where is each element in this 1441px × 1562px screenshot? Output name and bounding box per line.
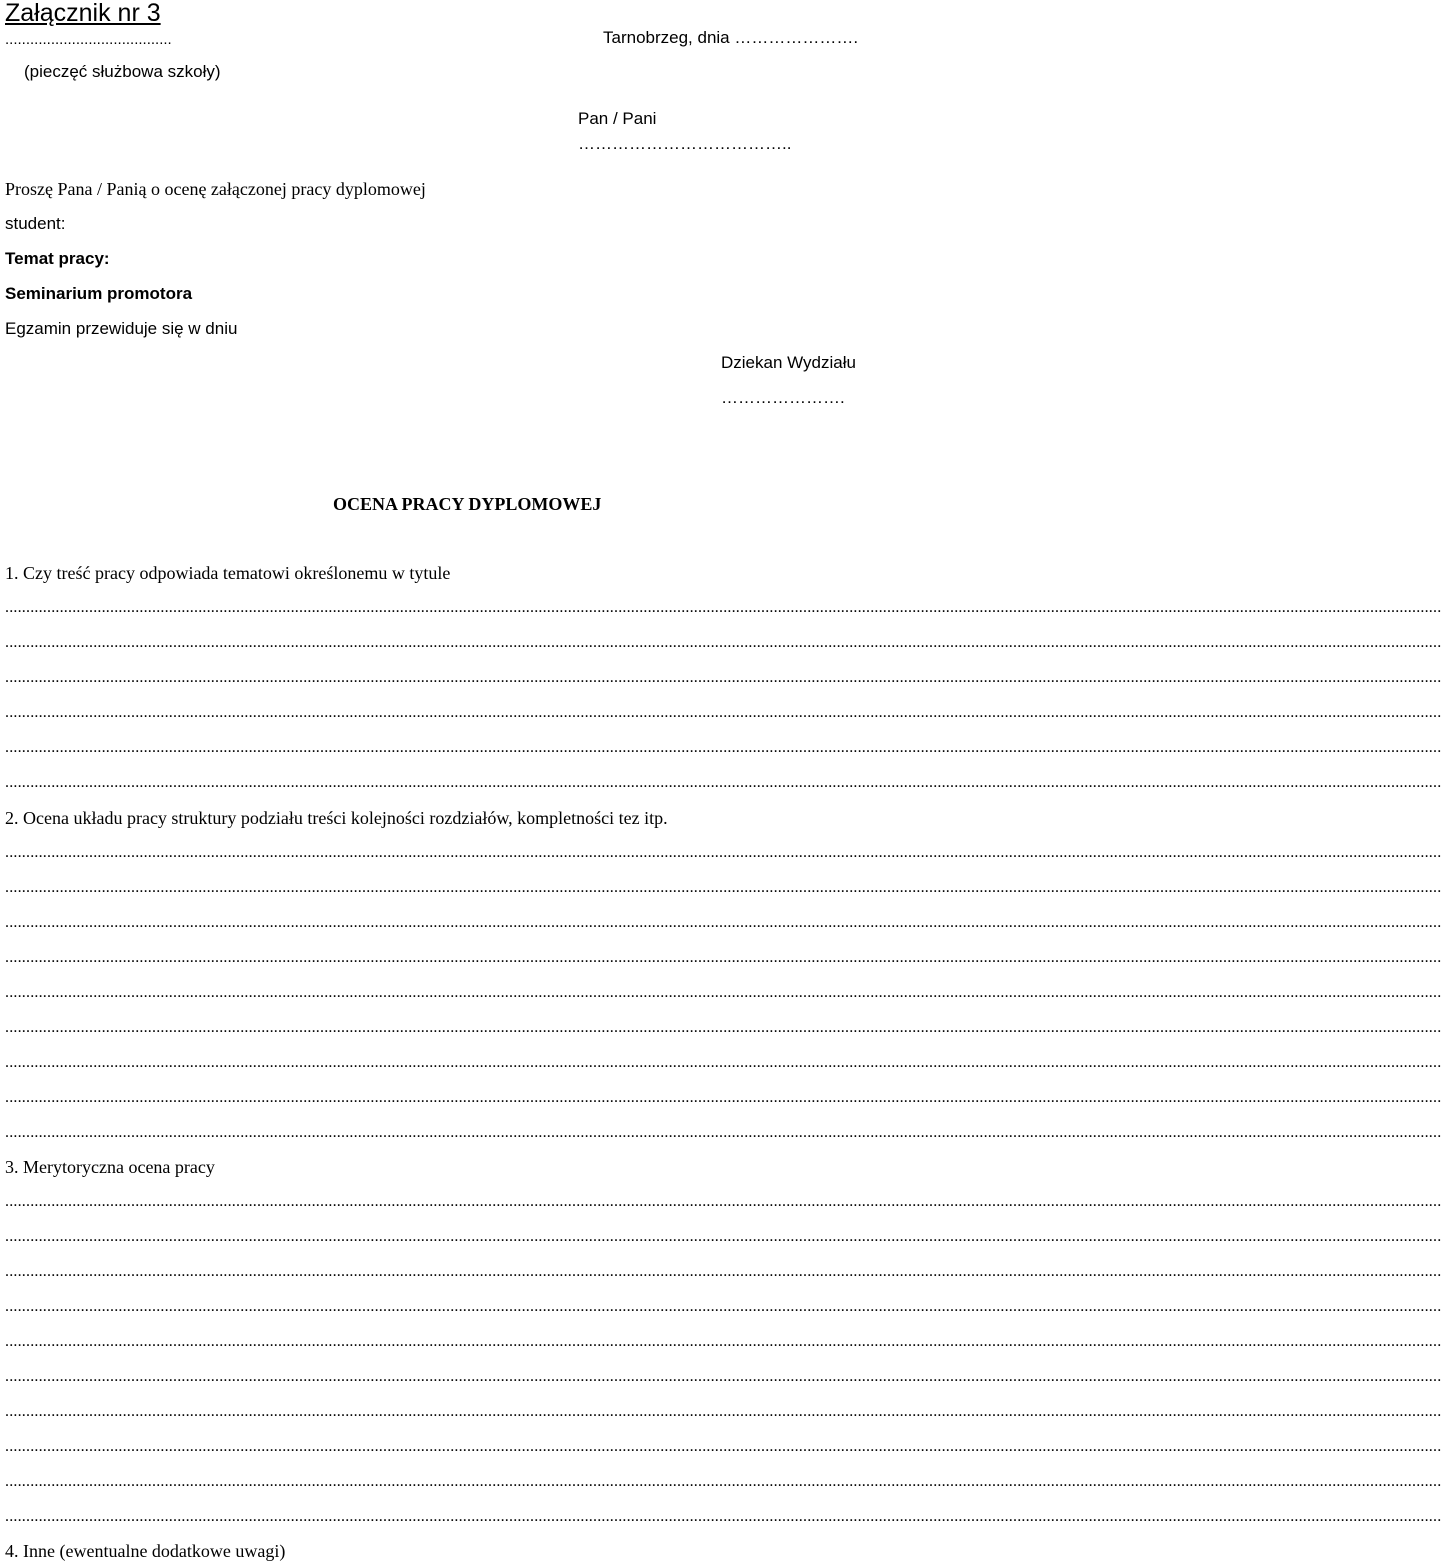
fill-line: ...................................................................................................................................................................................................................................................................................................................................................... bbox=[5, 844, 1441, 861]
fill-line: ...................................................................................................................................................................................................................................................................................................................................................... bbox=[5, 1333, 1441, 1350]
fill-line: ...................................................................................................................................................................................................................................................................................................................................................... bbox=[5, 1054, 1441, 1071]
fill-line: ...................................................................................................................................................................................................................................................................................................................................................... bbox=[5, 774, 1441, 791]
fill-line: ...................................................................................................................................................................................................................................................................................................................................................... bbox=[5, 1508, 1441, 1525]
fill-line: ...................................................................................................................................................................................................................................................................................................................................................... bbox=[5, 1368, 1441, 1385]
fill-line: ...................................................................................................................................................................................................................................................................................................................................................... bbox=[5, 739, 1441, 756]
fill-line: ...................................................................................................................................................................................................................................................................................................................................................... bbox=[5, 1124, 1441, 1141]
recipient-label: Pan / Pani bbox=[578, 109, 657, 128]
fill-line: ...................................................................................................................................................................................................................................................................................................................................................... bbox=[5, 949, 1441, 966]
dean-dots: …………………. bbox=[721, 388, 845, 407]
annex-title: Załącznik nr 3 bbox=[5, 0, 161, 27]
fill-line: ...................................................................................................................................................................................................................................................................................................................................................... bbox=[5, 1438, 1441, 1455]
fill-line: ...................................................................................................................................................................................................................................................................................................................................................... bbox=[5, 1473, 1441, 1490]
place-date: Tarnobrzeg, dnia …………………. bbox=[603, 28, 859, 47]
recipient-dots: ……………………………….. bbox=[578, 134, 792, 153]
fill-line: ...................................................................................................................................................................................................................................................................................................................................................... bbox=[5, 1019, 1441, 1036]
request-line: Proszę Pana / Panią o ocenę załączonej pracy dyplomowej bbox=[5, 179, 426, 199]
question-1: 1. Czy treść pracy odpowiada tematowi określonemu w tytule bbox=[5, 563, 451, 583]
question-4: 4. Inne (ewentualne dodatkowe uwagi) bbox=[5, 1541, 286, 1561]
fill-line: ...................................................................................................................................................................................................................................................................................................................................................... bbox=[5, 1403, 1441, 1420]
fill-line: ...................................................................................................................................................................................................................................................................................................................................................... bbox=[5, 1228, 1441, 1245]
fill-line: ...................................................................................................................................................................................................................................................................................................................................................... bbox=[5, 914, 1441, 931]
question-3: 3. Merytoryczna ocena pracy bbox=[5, 1157, 215, 1177]
fill-line: ...................................................................................................................................................................................................................................................................................................................................................... bbox=[5, 669, 1441, 686]
form-heading: OCENA PRACY DYPLOMOWEJ bbox=[333, 494, 602, 514]
fill-line: ...................................................................................................................................................................................................................................................................................................................................................... bbox=[5, 704, 1441, 721]
fill-line: ...................................................................................................................................................................................................................................................................................................................................................... bbox=[5, 1298, 1441, 1315]
topic-label: Temat pracy: bbox=[5, 249, 110, 268]
exam-date-label: Egzamin przewiduje się w dniu bbox=[5, 319, 238, 338]
student-label: student: bbox=[5, 214, 66, 233]
seminar-label: Seminarium promotora bbox=[5, 284, 193, 303]
fill-line: ...................................................................................................................................................................................................................................................................................................................................................... bbox=[5, 1089, 1441, 1106]
fill-line: ...................................................................................................................................................................................................................................................................................................................................................... bbox=[5, 1263, 1441, 1280]
stamp-label: (pieczęć służbowa szkoły) bbox=[24, 62, 221, 81]
fill-line: ...................................................................................................................................................................................................................................................................................................................................................... bbox=[5, 1193, 1441, 1210]
question-2: 2. Ocena układu pracy struktury podziału treści kolejności rozdziałów, kompletności tez itp. bbox=[5, 808, 668, 828]
stamp-dots: ........................................ bbox=[5, 31, 172, 48]
fill-line: ...................................................................................................................................................................................................................................................................................................................................................... bbox=[5, 599, 1441, 616]
fill-line: ...................................................................................................................................................................................................................................................................................................................................................... bbox=[5, 879, 1441, 896]
dean-label: Dziekan Wydziału bbox=[721, 353, 856, 372]
fill-line: ...................................................................................................................................................................................................................................................................................................................................................... bbox=[5, 984, 1441, 1001]
fill-line: ...................................................................................................................................................................................................................................................................................................................................................... bbox=[5, 634, 1441, 651]
